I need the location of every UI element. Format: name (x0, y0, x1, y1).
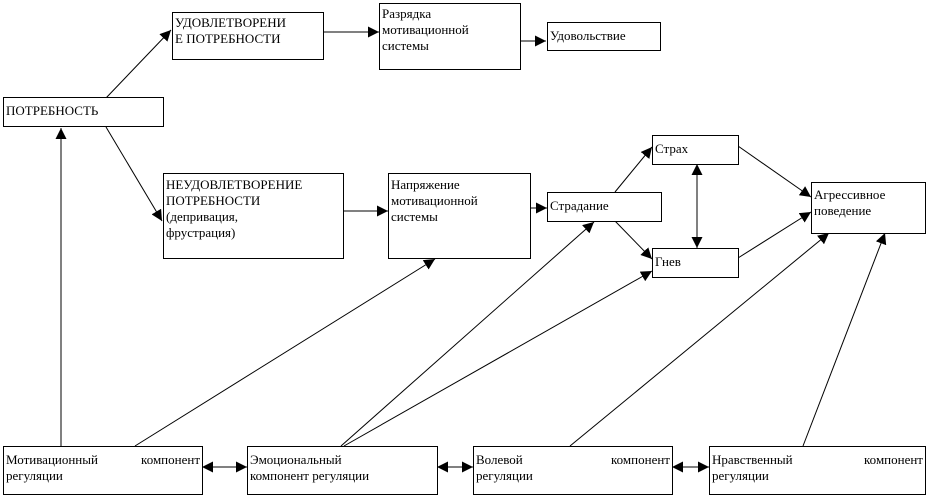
node-discharge-line-2: мотивационной (382, 22, 469, 37)
node-volitional (473, 446, 673, 495)
node-need-label: ПОТРЕБНОСТЬ (6, 103, 99, 118)
node-motivational (3, 446, 203, 495)
edge-fear-to-aggression (738, 146, 811, 197)
edge-suffering-to-fear (615, 147, 652, 192)
node-suffering-label: Страдание (550, 198, 609, 213)
node-tension-line-1: Напряжение (391, 177, 460, 192)
node-aggression (811, 182, 926, 234)
node-dissatisfaction (163, 173, 344, 259)
node-fear (652, 135, 739, 165)
node-motivational-line-1: Мотивационный компонент (6, 452, 200, 467)
node-discharge (379, 3, 521, 70)
node-anger-label: Гнев (655, 254, 681, 269)
edge-motivational-to-tension (135, 259, 435, 446)
node-discharge-line-1: Разрядка (382, 6, 432, 21)
node-satisfaction-line-1: УДОВЛЕТВОРЕНИ (175, 15, 287, 30)
node-emotional-line-1: Эмоциональный (250, 452, 342, 467)
node-emotional-line-2: компонент регуляции (250, 468, 370, 483)
node-emotional (247, 446, 438, 495)
node-tension (388, 173, 531, 259)
node-volitional-line-1: Волевой компонент (476, 452, 670, 467)
node-volitional-line-2: регуляции (476, 468, 533, 483)
node-pleasure-label: Удовольствие (550, 28, 626, 43)
edge-emotional-to-anger (344, 271, 652, 446)
node-tension-line-3: системы (391, 209, 438, 224)
edge-moral-to-aggression (803, 233, 885, 446)
node-satisfaction (172, 12, 324, 60)
node-moral (709, 446, 926, 495)
node-motivational-line-2: регуляции (6, 468, 63, 483)
edge-anger-to-aggression (738, 212, 811, 258)
edge-need-to-dissatisfaction (106, 127, 162, 221)
node-tension-line-2: мотивационной (391, 193, 478, 208)
node-moral-line-1: Нравственный компонент (712, 452, 923, 467)
node-aggression-line-1: Агрессивное (814, 187, 886, 202)
node-dissatisfaction-line-1: НЕУДОВЛЕТВОРЕНИЕ (166, 177, 303, 192)
node-suffering (547, 192, 662, 222)
node-pleasure (547, 22, 661, 51)
edge-need-to-satisfaction (106, 30, 171, 98)
node-fear-label: Страх (655, 141, 689, 156)
node-satisfaction-line-2: Е ПОТРЕБНОСТИ (175, 31, 281, 46)
node-dissatisfaction-line-4: фрустрация) (166, 225, 236, 240)
node-discharge-line-3: системы (382, 38, 429, 53)
node-moral-line-2: регуляции (712, 468, 769, 483)
node-dissatisfaction-line-2: ПОТРЕБНОСТИ (166, 193, 261, 208)
node-aggression-line-2: поведение (814, 203, 872, 218)
node-dissatisfaction-line-3: (депривация, (166, 209, 239, 224)
node-need (3, 97, 164, 127)
node-anger (652, 248, 739, 278)
edge-suffering-to-anger (615, 221, 652, 259)
